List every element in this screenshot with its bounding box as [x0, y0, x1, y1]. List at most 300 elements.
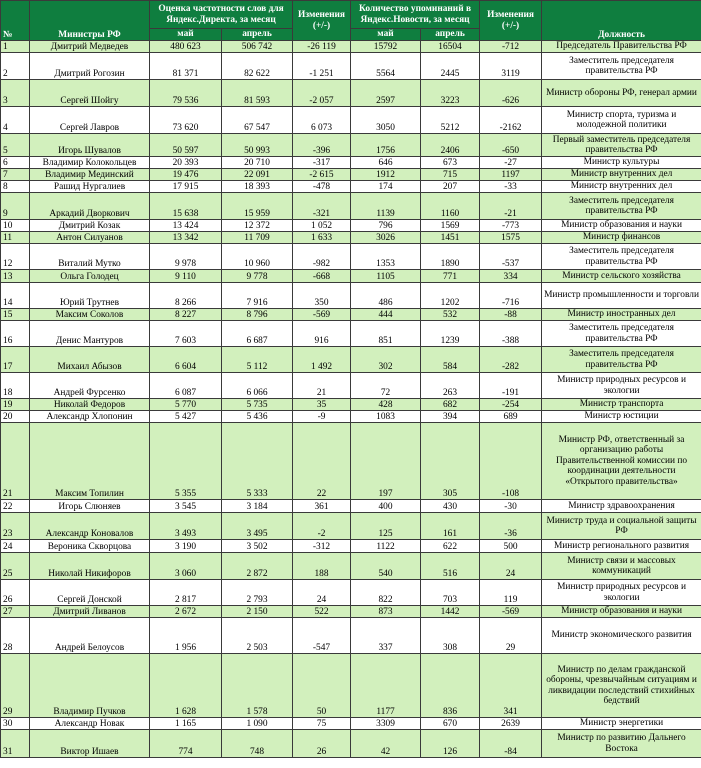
freq-may: 774 [150, 730, 222, 758]
freq-change: -9 [293, 411, 351, 423]
mentions-april: 715 [421, 169, 480, 181]
mentions-april: 126 [421, 730, 480, 758]
mentions-may: 822 [351, 580, 421, 606]
mentions-april: 1451 [421, 232, 480, 244]
row-number: 11 [1, 232, 30, 244]
mentions-may: 174 [351, 181, 421, 193]
mentions-change: -27 [480, 157, 542, 169]
mentions-may: 302 [351, 347, 421, 373]
mentions-change: 1197 [480, 169, 542, 181]
mentions-april: 263 [421, 373, 480, 399]
freq-may: 17 915 [150, 181, 222, 193]
freq-change: -2 057 [293, 80, 351, 107]
table-row [1, 309, 701, 321]
position: Министр здравоохранения [542, 500, 701, 513]
mentions-april: 1160 [421, 193, 480, 220]
freq-april: 20 710 [222, 157, 293, 169]
freq-may: 8 266 [150, 283, 222, 309]
position: Министр культуры [542, 157, 701, 169]
freq-may: 20 393 [150, 157, 222, 169]
row-number: 16 [1, 321, 30, 347]
mentions-may: 1756 [351, 134, 421, 157]
freq-april: 5 112 [222, 347, 293, 373]
minister-name: Юрий Трутнев [30, 283, 150, 309]
freq-may: 480 623 [150, 41, 222, 53]
table-row [1, 270, 701, 283]
freq-change: 35 [293, 399, 351, 411]
mentions-change: 341 [480, 654, 542, 718]
minister-name: Максим Топилин [30, 423, 150, 500]
row-number: 6 [1, 157, 30, 169]
freq-april: 8 796 [222, 309, 293, 321]
freq-april: 2 793 [222, 580, 293, 606]
freq-april: 3 502 [222, 540, 293, 553]
minister-name: Александр Коновалов [30, 513, 150, 540]
mentions-may: 486 [351, 283, 421, 309]
position: Министр регионального развития [542, 540, 701, 553]
position: Министр РФ, ответственный за организацию работы Правительственной комиссии по координации деятельности «Открытого правительства» [542, 423, 701, 500]
mentions-april: 836 [421, 654, 480, 718]
table-row [1, 220, 701, 232]
mentions-may: 3050 [351, 107, 421, 134]
header-mentions-may: май [351, 29, 421, 41]
position: Министр внутренних дел [542, 181, 701, 193]
mentions-may: 1083 [351, 411, 421, 423]
minister-name: Андрей Белоусов [30, 618, 150, 654]
freq-april: 1 090 [222, 718, 293, 730]
mentions-change: 500 [480, 540, 542, 553]
freq-change: 522 [293, 606, 351, 618]
freq-may: 5 355 [150, 423, 222, 500]
mentions-may: 1912 [351, 169, 421, 181]
table-row [1, 423, 701, 500]
mentions-april: 682 [421, 399, 480, 411]
position: Министр юстиции [542, 411, 701, 423]
minister-name: Михаил Абызов [30, 347, 150, 373]
mentions-change: -569 [480, 606, 542, 618]
mentions-change: -88 [480, 309, 542, 321]
mentions-change: -388 [480, 321, 542, 347]
freq-change: -478 [293, 181, 351, 193]
mentions-change: -36 [480, 513, 542, 540]
freq-april: 50 993 [222, 134, 293, 157]
minister-name: Игорь Слюняев [30, 500, 150, 513]
position: Министр образования и науки [542, 220, 701, 232]
minister-name: Владимир Мединский [30, 169, 150, 181]
table-row [1, 500, 701, 513]
freq-may: 5 427 [150, 411, 222, 423]
mentions-may: 337 [351, 618, 421, 654]
mentions-april: 207 [421, 181, 480, 193]
mentions-april: 516 [421, 553, 480, 580]
freq-april: 15 959 [222, 193, 293, 220]
table-body [1, 41, 701, 758]
header-freq-april: апрель [222, 29, 293, 41]
freq-change: 188 [293, 553, 351, 580]
freq-may: 19 476 [150, 169, 222, 181]
mentions-may: 1122 [351, 540, 421, 553]
freq-may: 2 817 [150, 580, 222, 606]
row-number: 23 [1, 513, 30, 540]
mentions-april: 16504 [421, 41, 480, 53]
freq-change: 350 [293, 283, 351, 309]
freq-change: -26 119 [293, 41, 351, 53]
position: Заместитель председателя правительства РФ [542, 193, 701, 220]
position: Заместитель председателя правительства РФ [542, 244, 701, 270]
table-row [1, 553, 701, 580]
mentions-april: 771 [421, 270, 480, 283]
freq-april: 7 916 [222, 283, 293, 309]
freq-april: 5 333 [222, 423, 293, 500]
minister-name: Антон Силуанов [30, 232, 150, 244]
row-number: 18 [1, 373, 30, 399]
mentions-may: 3309 [351, 718, 421, 730]
mentions-change: -626 [480, 80, 542, 107]
freq-may: 79 536 [150, 80, 222, 107]
freq-change: -668 [293, 270, 351, 283]
position: Министр транспорта [542, 399, 701, 411]
header-mentions-change-label: Изменения [487, 10, 534, 20]
freq-april: 5 735 [222, 399, 293, 411]
mentions-april: 703 [421, 580, 480, 606]
mentions-april: 305 [421, 423, 480, 500]
table-row [1, 80, 701, 107]
freq-may: 9 978 [150, 244, 222, 270]
minister-name: Дмитрий Козак [30, 220, 150, 232]
minister-name: Александр Новак [30, 718, 150, 730]
freq-may: 3 060 [150, 553, 222, 580]
freq-change: -396 [293, 134, 351, 157]
mentions-change: 2639 [480, 718, 542, 730]
mentions-change: -712 [480, 41, 542, 53]
position: Министр промышленности и торговли [542, 283, 701, 309]
row-number: 5 [1, 134, 30, 157]
header-mentions-change-unit: (+/-) [501, 20, 520, 31]
mentions-may: 1177 [351, 654, 421, 718]
freq-may: 3 493 [150, 513, 222, 540]
freq-april: 11 709 [222, 232, 293, 244]
mentions-april: 3223 [421, 80, 480, 107]
position: Заместитель председателя правительства РФ [542, 53, 701, 80]
freq-change: -2 [293, 513, 351, 540]
freq-april: 6 687 [222, 321, 293, 347]
freq-may: 6 087 [150, 373, 222, 399]
header-freq-may: май [150, 29, 222, 41]
minister-name: Игорь Шувалов [30, 134, 150, 157]
mentions-change: 334 [480, 270, 542, 283]
table-row [1, 606, 701, 618]
row-number: 3 [1, 80, 30, 107]
freq-change: 6 073 [293, 107, 351, 134]
minister-name: Александр Хлопонин [30, 411, 150, 423]
row-number: 10 [1, 220, 30, 232]
table-row [1, 41, 701, 53]
freq-april: 3 184 [222, 500, 293, 513]
freq-change: -317 [293, 157, 351, 169]
header-freq-change [293, 1, 351, 41]
mentions-may: 851 [351, 321, 421, 347]
position: Министр природных ресурсов и экологии [542, 373, 701, 399]
minister-name: Сергей Шойгу [30, 80, 150, 107]
freq-may: 7 603 [150, 321, 222, 347]
table-row [1, 244, 701, 270]
mentions-april: 430 [421, 500, 480, 513]
row-number: 20 [1, 411, 30, 423]
header-mentions-change [480, 1, 542, 41]
table-row [1, 181, 701, 193]
position: Министр спорта, туризма и молодежной политики [542, 107, 701, 134]
freq-april: 22 091 [222, 169, 293, 181]
freq-change: 21 [293, 373, 351, 399]
mentions-may: 125 [351, 513, 421, 540]
freq-change: -569 [293, 309, 351, 321]
row-number: 22 [1, 500, 30, 513]
mentions-change: 119 [480, 580, 542, 606]
freq-may: 6 604 [150, 347, 222, 373]
freq-april: 5 436 [222, 411, 293, 423]
table-row [1, 513, 701, 540]
mentions-change: 24 [480, 553, 542, 580]
position: Министр образования и науки [542, 606, 701, 618]
freq-change: 1 492 [293, 347, 351, 373]
freq-change: 75 [293, 718, 351, 730]
header-mentions-title: Количество упоминаний в Яндекс.Новости, за месяц [351, 1, 480, 29]
row-number: 9 [1, 193, 30, 220]
position: Министр связи и массовых коммуникаций [542, 553, 701, 580]
mentions-change: -254 [480, 399, 542, 411]
mentions-change: -716 [480, 283, 542, 309]
table-row [1, 411, 701, 423]
mentions-april: 1239 [421, 321, 480, 347]
freq-change: 1 052 [293, 220, 351, 232]
minister-name: Рашид Нургалиев [30, 181, 150, 193]
position: Министр внутренних дел [542, 169, 701, 181]
table-row [1, 283, 701, 309]
minister-name: Сергей Лавров [30, 107, 150, 134]
position: Министр экономического развития [542, 618, 701, 654]
freq-april: 18 393 [222, 181, 293, 193]
mentions-change: 29 [480, 618, 542, 654]
table-row [1, 134, 701, 157]
mentions-may: 3026 [351, 232, 421, 244]
freq-may: 81 371 [150, 53, 222, 80]
header-freq-change-label: Изменения [298, 10, 345, 20]
row-number: 21 [1, 423, 30, 500]
freq-may: 2 672 [150, 606, 222, 618]
freq-change: 24 [293, 580, 351, 606]
header-num: № [1, 1, 30, 41]
freq-april: 506 742 [222, 41, 293, 53]
freq-change: 361 [293, 500, 351, 513]
freq-may: 15 638 [150, 193, 222, 220]
mentions-april: 1442 [421, 606, 480, 618]
mentions-may: 400 [351, 500, 421, 513]
mentions-change: -84 [480, 730, 542, 758]
row-number: 27 [1, 606, 30, 618]
mentions-may: 5564 [351, 53, 421, 80]
minister-name: Виктор Ишаев [30, 730, 150, 758]
table-row [1, 618, 701, 654]
mentions-april: 622 [421, 540, 480, 553]
mentions-change: -282 [480, 347, 542, 373]
mentions-april: 584 [421, 347, 480, 373]
minister-name: Вероника Скворцова [30, 540, 150, 553]
table-row [1, 232, 701, 244]
mentions-april: 1890 [421, 244, 480, 270]
row-number: 28 [1, 618, 30, 654]
row-number: 26 [1, 580, 30, 606]
row-number: 17 [1, 347, 30, 373]
mentions-may: 1105 [351, 270, 421, 283]
mentions-april: 1202 [421, 283, 480, 309]
mentions-april: 670 [421, 718, 480, 730]
table-row [1, 730, 701, 758]
header-freq-change-unit: (+/-) [312, 20, 331, 31]
freq-april: 10 960 [222, 244, 293, 270]
row-number: 13 [1, 270, 30, 283]
table-row [1, 321, 701, 347]
mentions-april: 2406 [421, 134, 480, 157]
freq-may: 13 342 [150, 232, 222, 244]
mentions-may: 428 [351, 399, 421, 411]
mentions-april: 673 [421, 157, 480, 169]
mentions-april: 2445 [421, 53, 480, 80]
table-row [1, 169, 701, 181]
minister-name: Максим Соколов [30, 309, 150, 321]
freq-april: 1 578 [222, 654, 293, 718]
minister-name: Дмитрий Ливанов [30, 606, 150, 618]
mentions-may: 42 [351, 730, 421, 758]
mentions-may: 1353 [351, 244, 421, 270]
freq-may: 9 110 [150, 270, 222, 283]
freq-may: 73 620 [150, 107, 222, 134]
mentions-may: 197 [351, 423, 421, 500]
position: Министр иностранных дел [542, 309, 701, 321]
row-number: 24 [1, 540, 30, 553]
mentions-april: 394 [421, 411, 480, 423]
position: Заместитель председателя правительства РФ [542, 321, 701, 347]
table-row [1, 654, 701, 718]
freq-may: 50 597 [150, 134, 222, 157]
mentions-april: 161 [421, 513, 480, 540]
header-ministers: Министры РФ [30, 1, 150, 41]
mentions-april: 532 [421, 309, 480, 321]
minister-name: Владимир Колокольцев [30, 157, 150, 169]
row-number: 31 [1, 730, 30, 758]
minister-name: Николай Федоров [30, 399, 150, 411]
mentions-change: -650 [480, 134, 542, 157]
freq-change: -1 251 [293, 53, 351, 80]
freq-change: 1 633 [293, 232, 351, 244]
table-row [1, 399, 701, 411]
row-number: 19 [1, 399, 30, 411]
freq-may: 1 165 [150, 718, 222, 730]
freq-change: -321 [293, 193, 351, 220]
freq-may: 1 956 [150, 618, 222, 654]
mentions-change: -108 [480, 423, 542, 500]
mentions-may: 72 [351, 373, 421, 399]
mentions-may: 646 [351, 157, 421, 169]
mentions-change: -30 [480, 500, 542, 513]
mentions-april: 5212 [421, 107, 480, 134]
freq-may: 13 424 [150, 220, 222, 232]
freq-april: 82 622 [222, 53, 293, 80]
freq-april: 2 503 [222, 618, 293, 654]
row-number: 14 [1, 283, 30, 309]
minister-name: Андрей Фурсенко [30, 373, 150, 399]
mentions-may: 444 [351, 309, 421, 321]
freq-april: 748 [222, 730, 293, 758]
position: Министр обороны РФ, генерал армии [542, 80, 701, 107]
freq-april: 81 593 [222, 80, 293, 107]
mentions-may: 1139 [351, 193, 421, 220]
freq-april: 9 778 [222, 270, 293, 283]
position: Министр труда и социальной защиты РФ [542, 513, 701, 540]
row-number: 30 [1, 718, 30, 730]
minister-name: Дмитрий Рогозин [30, 53, 150, 80]
mentions-april: 1569 [421, 220, 480, 232]
freq-april: 6 066 [222, 373, 293, 399]
position: Министр финансов [542, 232, 701, 244]
table-row [1, 193, 701, 220]
freq-may: 5 770 [150, 399, 222, 411]
table-row [1, 107, 701, 134]
minister-name: Ольга Голодец [30, 270, 150, 283]
header-freq-title: Оценка частотности слов для Яндекс.Директа, за месяц [150, 1, 293, 29]
freq-change: -547 [293, 618, 351, 654]
freq-may: 3 190 [150, 540, 222, 553]
mentions-change: -191 [480, 373, 542, 399]
table-row [1, 53, 701, 80]
mentions-change: 689 [480, 411, 542, 423]
position: Заместитель председателя правительства РФ [542, 347, 701, 373]
freq-may: 3 545 [150, 500, 222, 513]
table-row [1, 373, 701, 399]
table-row [1, 157, 701, 169]
mentions-change: 1575 [480, 232, 542, 244]
minister-name: Дмитрий Медведев [30, 41, 150, 53]
mentions-change: -537 [480, 244, 542, 270]
mentions-change: -33 [480, 181, 542, 193]
row-number: 4 [1, 107, 30, 134]
freq-april: 3 495 [222, 513, 293, 540]
table-row [1, 540, 701, 553]
freq-change: 26 [293, 730, 351, 758]
row-number: 8 [1, 181, 30, 193]
minister-name: Сергей Донской [30, 580, 150, 606]
freq-change: 916 [293, 321, 351, 347]
freq-change: -312 [293, 540, 351, 553]
mentions-change: -773 [480, 220, 542, 232]
mentions-may: 540 [351, 553, 421, 580]
table-row [1, 718, 701, 730]
minister-name: Виталий Мутко [30, 244, 150, 270]
freq-change: 50 [293, 654, 351, 718]
row-number: 7 [1, 169, 30, 181]
row-number: 15 [1, 309, 30, 321]
position: Министр по делам гражданской обороны, чрезвычайным ситуациям и ликвидации последствий стихийных бедствий [542, 654, 701, 718]
position: Первый заместитель председателя правительства РФ [542, 134, 701, 157]
position: Министр природных ресурсов и экологии [542, 580, 701, 606]
freq-april: 67 547 [222, 107, 293, 134]
minister-name: Денис Мантуров [30, 321, 150, 347]
freq-change: 22 [293, 423, 351, 500]
mentions-may: 873 [351, 606, 421, 618]
row-number: 29 [1, 654, 30, 718]
position: Председатель Правительства РФ [542, 41, 701, 53]
table-row [1, 580, 701, 606]
mentions-change: -21 [480, 193, 542, 220]
